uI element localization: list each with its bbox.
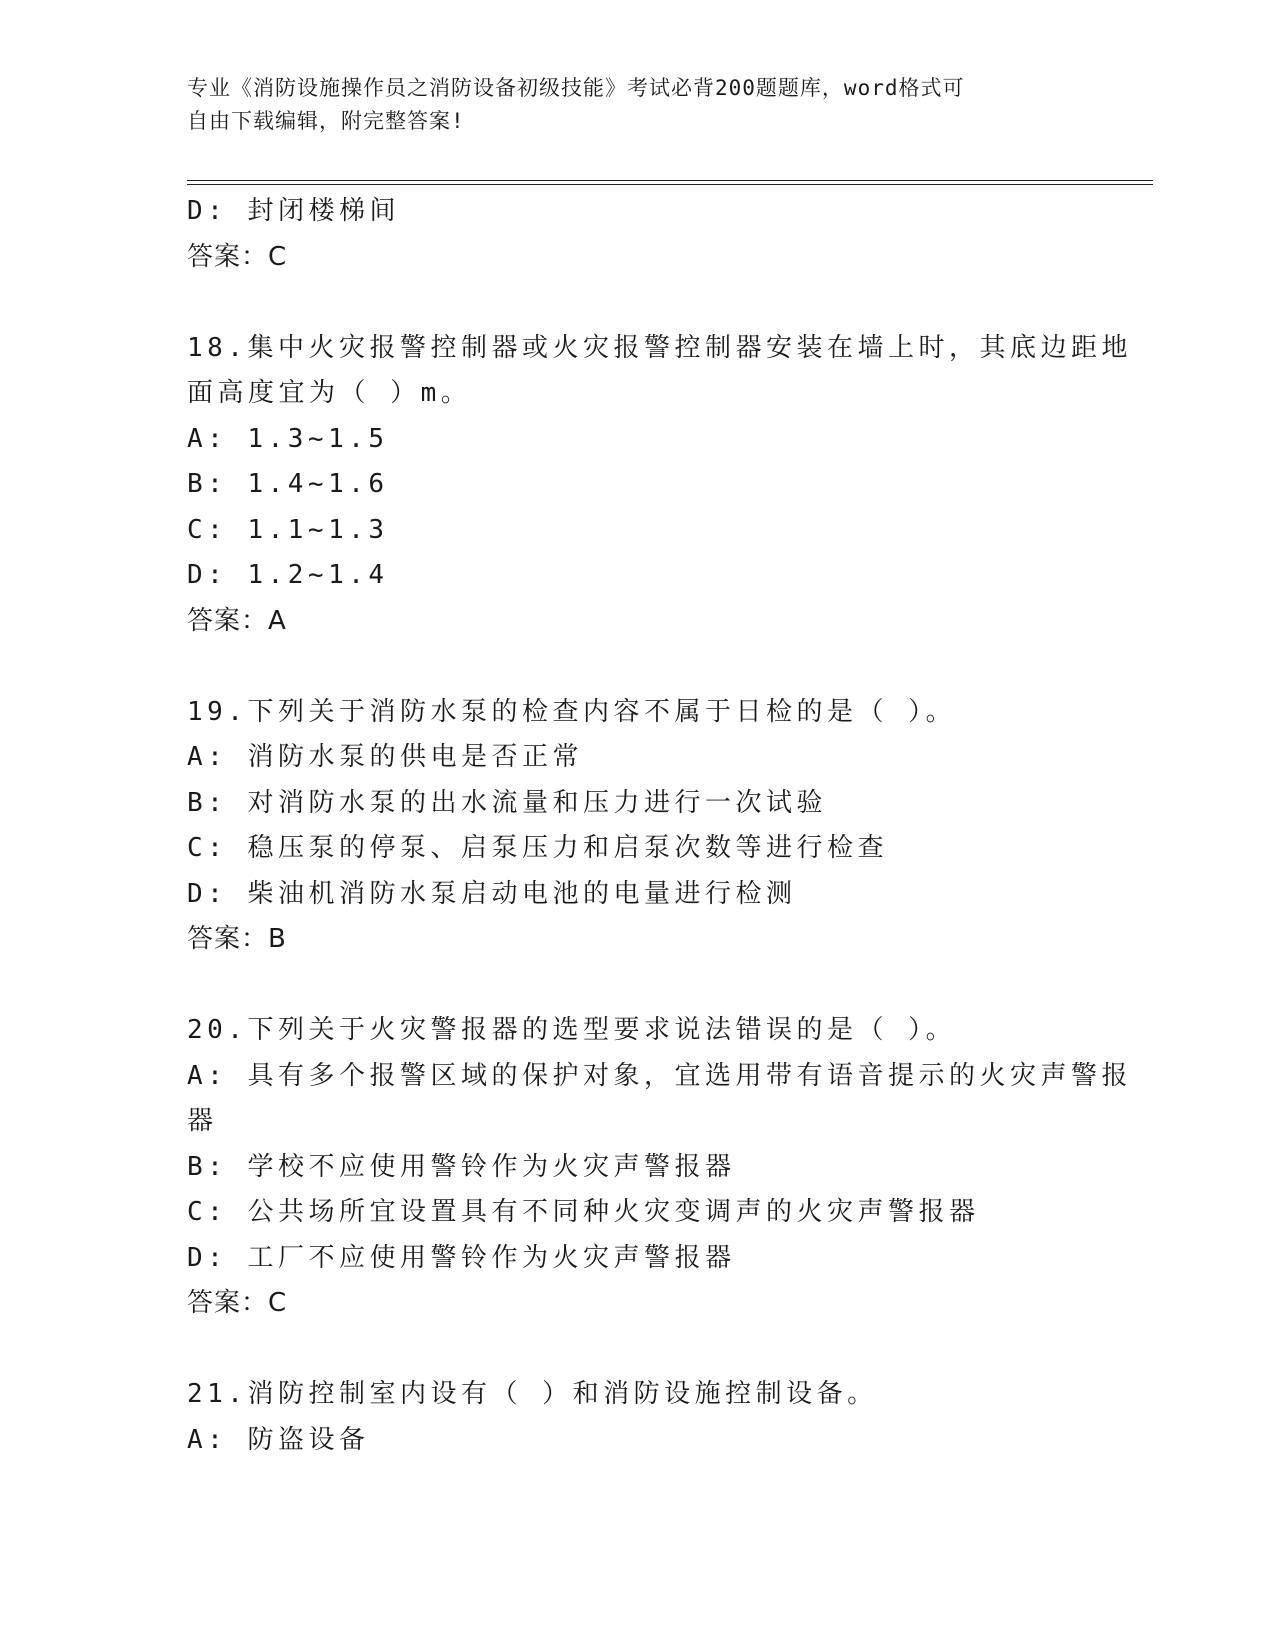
spacer: [187, 1327, 1087, 1373]
question-list: [187, 189, 1132, 1463]
header-divider-bottom: [187, 184, 1153, 185]
document-header: [187, 72, 1087, 138]
q19-stem: 19.下列关于消防水泵的检查内容不属于日检的是（ ）。: [187, 696, 957, 727]
question-21: [187, 1372, 1087, 1463]
q18-stem-line-2: 面高度宜为（ ）m。: [187, 378, 472, 408]
question-19: [187, 690, 1087, 963]
q20-option-a-line-1: A: 具有多个报警区域的保护对象，宜选用带有语音提示的火灾声警报: [187, 1060, 1132, 1091]
q18-answer: 答案：A: [187, 605, 287, 636]
q20-option-b: B: 学校不应使用警铃作为火灾声警报器: [187, 1151, 736, 1182]
q20-stem: 20.下列关于火灾警报器的选型要求说法错误的是（ ）。: [187, 1015, 957, 1045]
header-line-1: 专业《消防设施操作员之消防设备初级技能》考试必背200题题库，word格式可: [187, 76, 965, 100]
question-20: [187, 1008, 1132, 1327]
q20-option-c: C: 公共场所宜设置具有不同种火灾变调声的火灾声警报器: [187, 1197, 980, 1227]
q21-stem: 21.消防控制室内设有（ ）和消防设施控制设备。: [187, 1379, 878, 1409]
q17-answer: 答案：C: [187, 241, 288, 272]
q17-option-d: D: 封闭楼梯间: [187, 196, 400, 226]
spacer: [187, 280, 1087, 326]
q19-option-a: A: 消防水泵的供电是否正常: [187, 742, 583, 772]
q20-option-d: D: 工厂不应使用警铃作为火灾声警报器: [187, 1242, 736, 1273]
question-17-tail: [187, 189, 1087, 280]
header-divider-top: [187, 180, 1153, 181]
q20-answer: 答案：C: [187, 1288, 288, 1318]
q19-option-b: B: 对消防水泵的出水流量和压力进行一次试验: [187, 787, 827, 818]
q21-option-a: A: 防盗设备: [187, 1424, 370, 1455]
q20-option-a-line-2: 器: [187, 1106, 218, 1136]
question-18: [187, 326, 1132, 645]
q19-option-d: D: 柴油机消防水泵启动电池的电量进行检测: [187, 878, 797, 909]
q18-option-b: B: 1.4~1.6: [187, 469, 389, 499]
spacer: [187, 644, 1087, 690]
q18-option-d: D: 1.2~1.4: [187, 560, 389, 590]
spacer: [187, 963, 1087, 1009]
q18-option-c: C: 1.1~1.3: [187, 514, 389, 545]
q18-stem-line-1: 18.集中火灾报警控制器或火灾报警控制器安装在墙上时，其底边距地: [187, 332, 1132, 363]
q19-option-c: C: 稳压泵的停泵、启泵压力和启泵次数等进行检查: [187, 833, 888, 863]
q19-answer: 答案：B: [187, 924, 287, 954]
q18-option-a: A: 1.3~1.5: [187, 423, 389, 454]
header-line-2: 自由下载编辑，附完整答案!: [187, 109, 465, 133]
